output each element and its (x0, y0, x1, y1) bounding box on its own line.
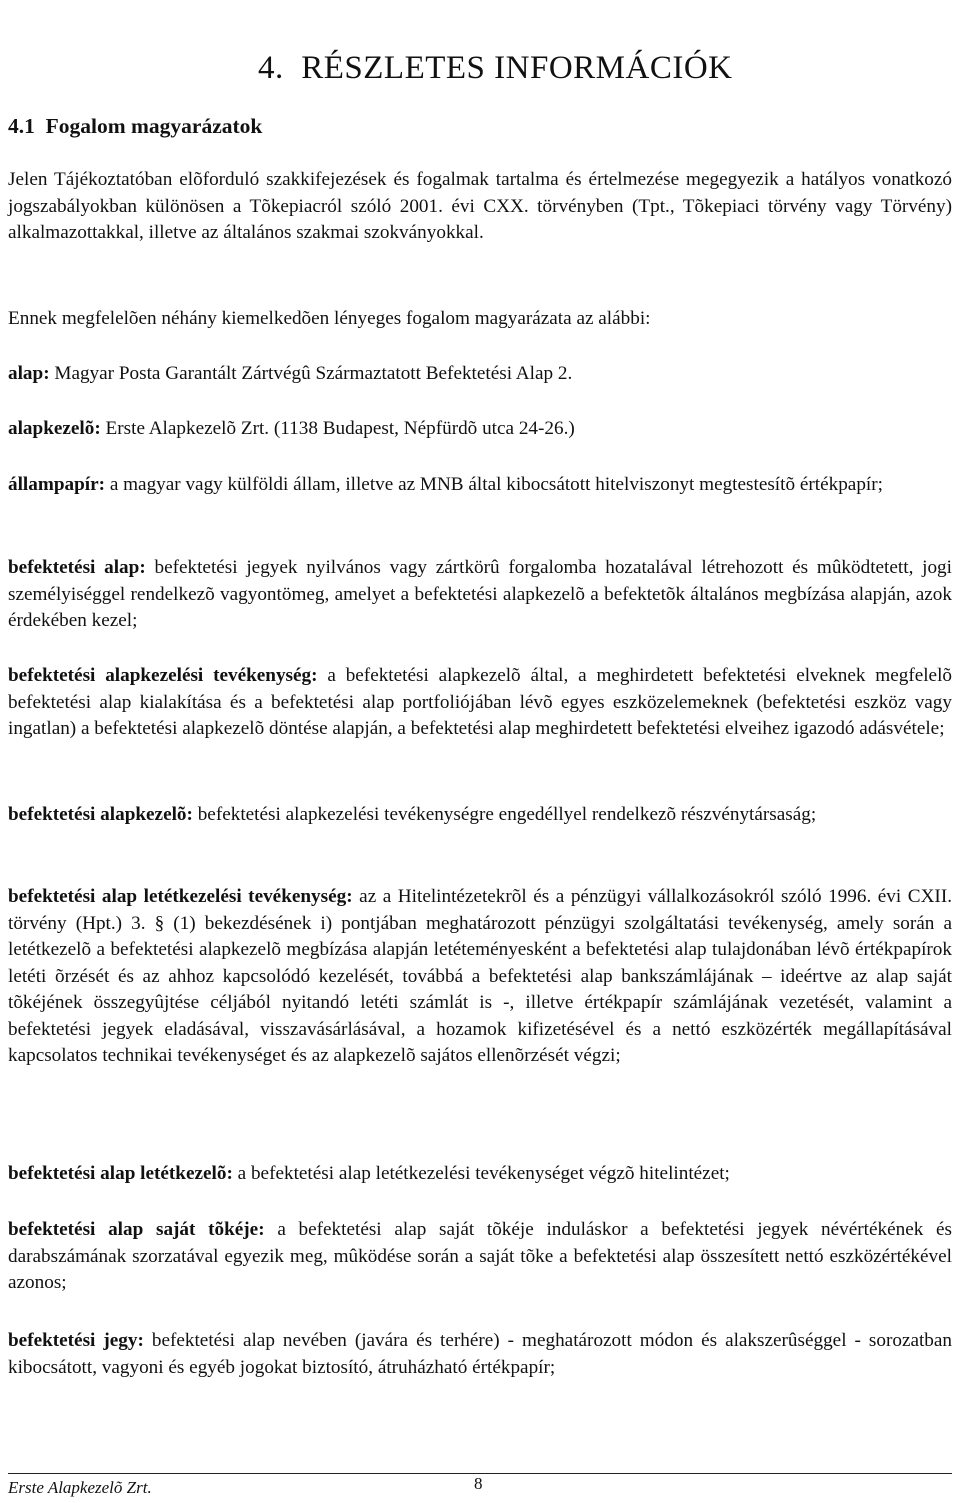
definition-befektetesi-alapkezelo (8, 802, 952, 829)
definition-text: a befektetési alapkezelõ által, a meghirdetett befektetési elveknek megfelelõ befektetési alap kialakítása és a befektetési alap portfoliójában lévõ egyes eszközelemeknek (befektetési eszköz vagy ingatlan) a befektetési alapkezelõ döntése alapján, a befektetési alap meghirdetett befektetési elveihez igazodó adásvétele; (8, 665, 952, 739)
footer-company: Erste Alapkezelõ Zrt. (8, 1478, 152, 1497)
definition-text: a befektetési alap letétkezelési tevékenységet végzõ hitelintézet; (237, 1163, 730, 1184)
chapter-title: RÉSZLETES INFORMÁCIÓK (301, 50, 733, 86)
definition-letetkezelesi-tevekenyseg (8, 884, 952, 1070)
definition-term: befektetési alapkezelõ: (8, 804, 193, 825)
definition-term: alapkezelõ: (8, 418, 101, 439)
definition-text: az a Hitelintézetekrõl és a pénzügyi vállalkozásokról szóló 1996. évi CXII. törvény (Hpt.) 3. § (1) bekezdésének i) pontjában meghatározott pénzügyi szolgáltatási tevékenység, amely során a letétkezelõ a befektetési alapkezelõ megbízása alapján letéteményesként a befektetési alap tulajdonában lévõ értékpapírok letéti õrzését és az ahhoz kapcsolódó kezelését, továbbá a befektetési alap bankszámlájának – ideértve az alap saját tõkéjének összegyûjtése céljából nyitandó letéti számlát is -, illetve értékpapír számlájának vezetését, valamint a befektetési jegyek eladásával, visszavásárlásával, a hozamok kifizetésével és a nettó eszközérték megállapításával kapcsolatos technikai tevékenységet és az alapkezelõ sajátos ellenõrzését végzi; (8, 886, 952, 1066)
definition-term: alap: (8, 363, 50, 384)
section-number: 4.1 (8, 114, 35, 138)
definition-befektetesi-jegy (8, 1328, 952, 1381)
definition-alapkezelo (8, 416, 952, 443)
definition-allampapir (8, 472, 952, 499)
lead-paragraph: Ennek megfelelõen néhány kiemelkedõen lényeges fogalom magyarázata az alábbi: (8, 308, 651, 329)
definition-text: Magyar Posta Garantált Zártvégû Származtatott Befektetési Alap 2. (54, 363, 573, 384)
intro-paragraph: Jelen Tájékoztatóban elõforduló szakkifejezések és fogalmak tartalma és értelmezése megegyezik a hatályos vonatkozó jogszabályokban különösen a Tõkepiacról szóló 2001. évi CXX. törvényben (Tpt., Tõkepiaci törvény vagy Törvény) alkalmazottakkal, illetve az általános szakmai szokványokkal. (8, 169, 952, 243)
definition-alapkezelesi-tevekenyseg (8, 663, 952, 743)
chapter-heading (258, 50, 733, 87)
definition-text: befektetési alapkezelési tevékenységre engedéllyel rendelkezõ részvénytársaság; (197, 804, 817, 825)
definition-alap (8, 361, 952, 388)
definition-term: állampapír: (8, 474, 106, 495)
definition-letetkezelo (8, 1161, 952, 1188)
definition-text: Erste Alapkezelõ Zrt. (1138 Budapest, Népfürdõ utca 24-26.) (105, 418, 575, 439)
definition-term: befektetési alap saját tõkéje: (8, 1219, 265, 1240)
chapter-number: 4. (258, 50, 284, 86)
page-number: 8 (474, 1474, 483, 1493)
definition-befektetesi-alap (8, 555, 952, 635)
section-heading (8, 114, 262, 139)
definition-term: befektetési alapkezelési tevékenység: (8, 665, 318, 686)
definition-term: befektetési alap letétkezelési tevékenység: (8, 886, 353, 907)
definition-term: befektetési alap: (8, 557, 146, 578)
definition-text: befektetési alap nevében (javára és terhére) - meghatározott módon és alakszerûséggel - sorozatban kibocsátott, vagyoni és egyéb jogokat biztosító, átruházható értékpapír; (8, 1330, 953, 1378)
definition-text: a magyar vagy külföldi állam, illetve az MNB által kibocsátott hitelviszonyt megtestesítõ értékpapír; (109, 474, 883, 495)
section-title: Fogalom magyarázatok (45, 114, 263, 138)
definition-sajat-toke (8, 1217, 952, 1297)
definition-text: befektetési jegyek nyilvános vagy zártkörû forgalomba hozatalával létrehozott és mûködtetett, jogi személyiséggel rendelkezõ vagyontömeg, amelyet a befektetési alapkezelõ a befektetõk általános megbízása alapján, azok érdekében kezel; (8, 557, 952, 631)
definition-text: a befektetési alap saját tõkéje induláskor a befektetési jegyek névértékének és darabszámának szorzatával egyezik meg, mûködése során a saját tõke a befektetési alap összesített nettó eszközértékével azonos; (8, 1219, 953, 1293)
definition-term: befektetési alap letétkezelõ: (8, 1163, 233, 1184)
definition-term: befektetési jegy: (8, 1330, 144, 1351)
